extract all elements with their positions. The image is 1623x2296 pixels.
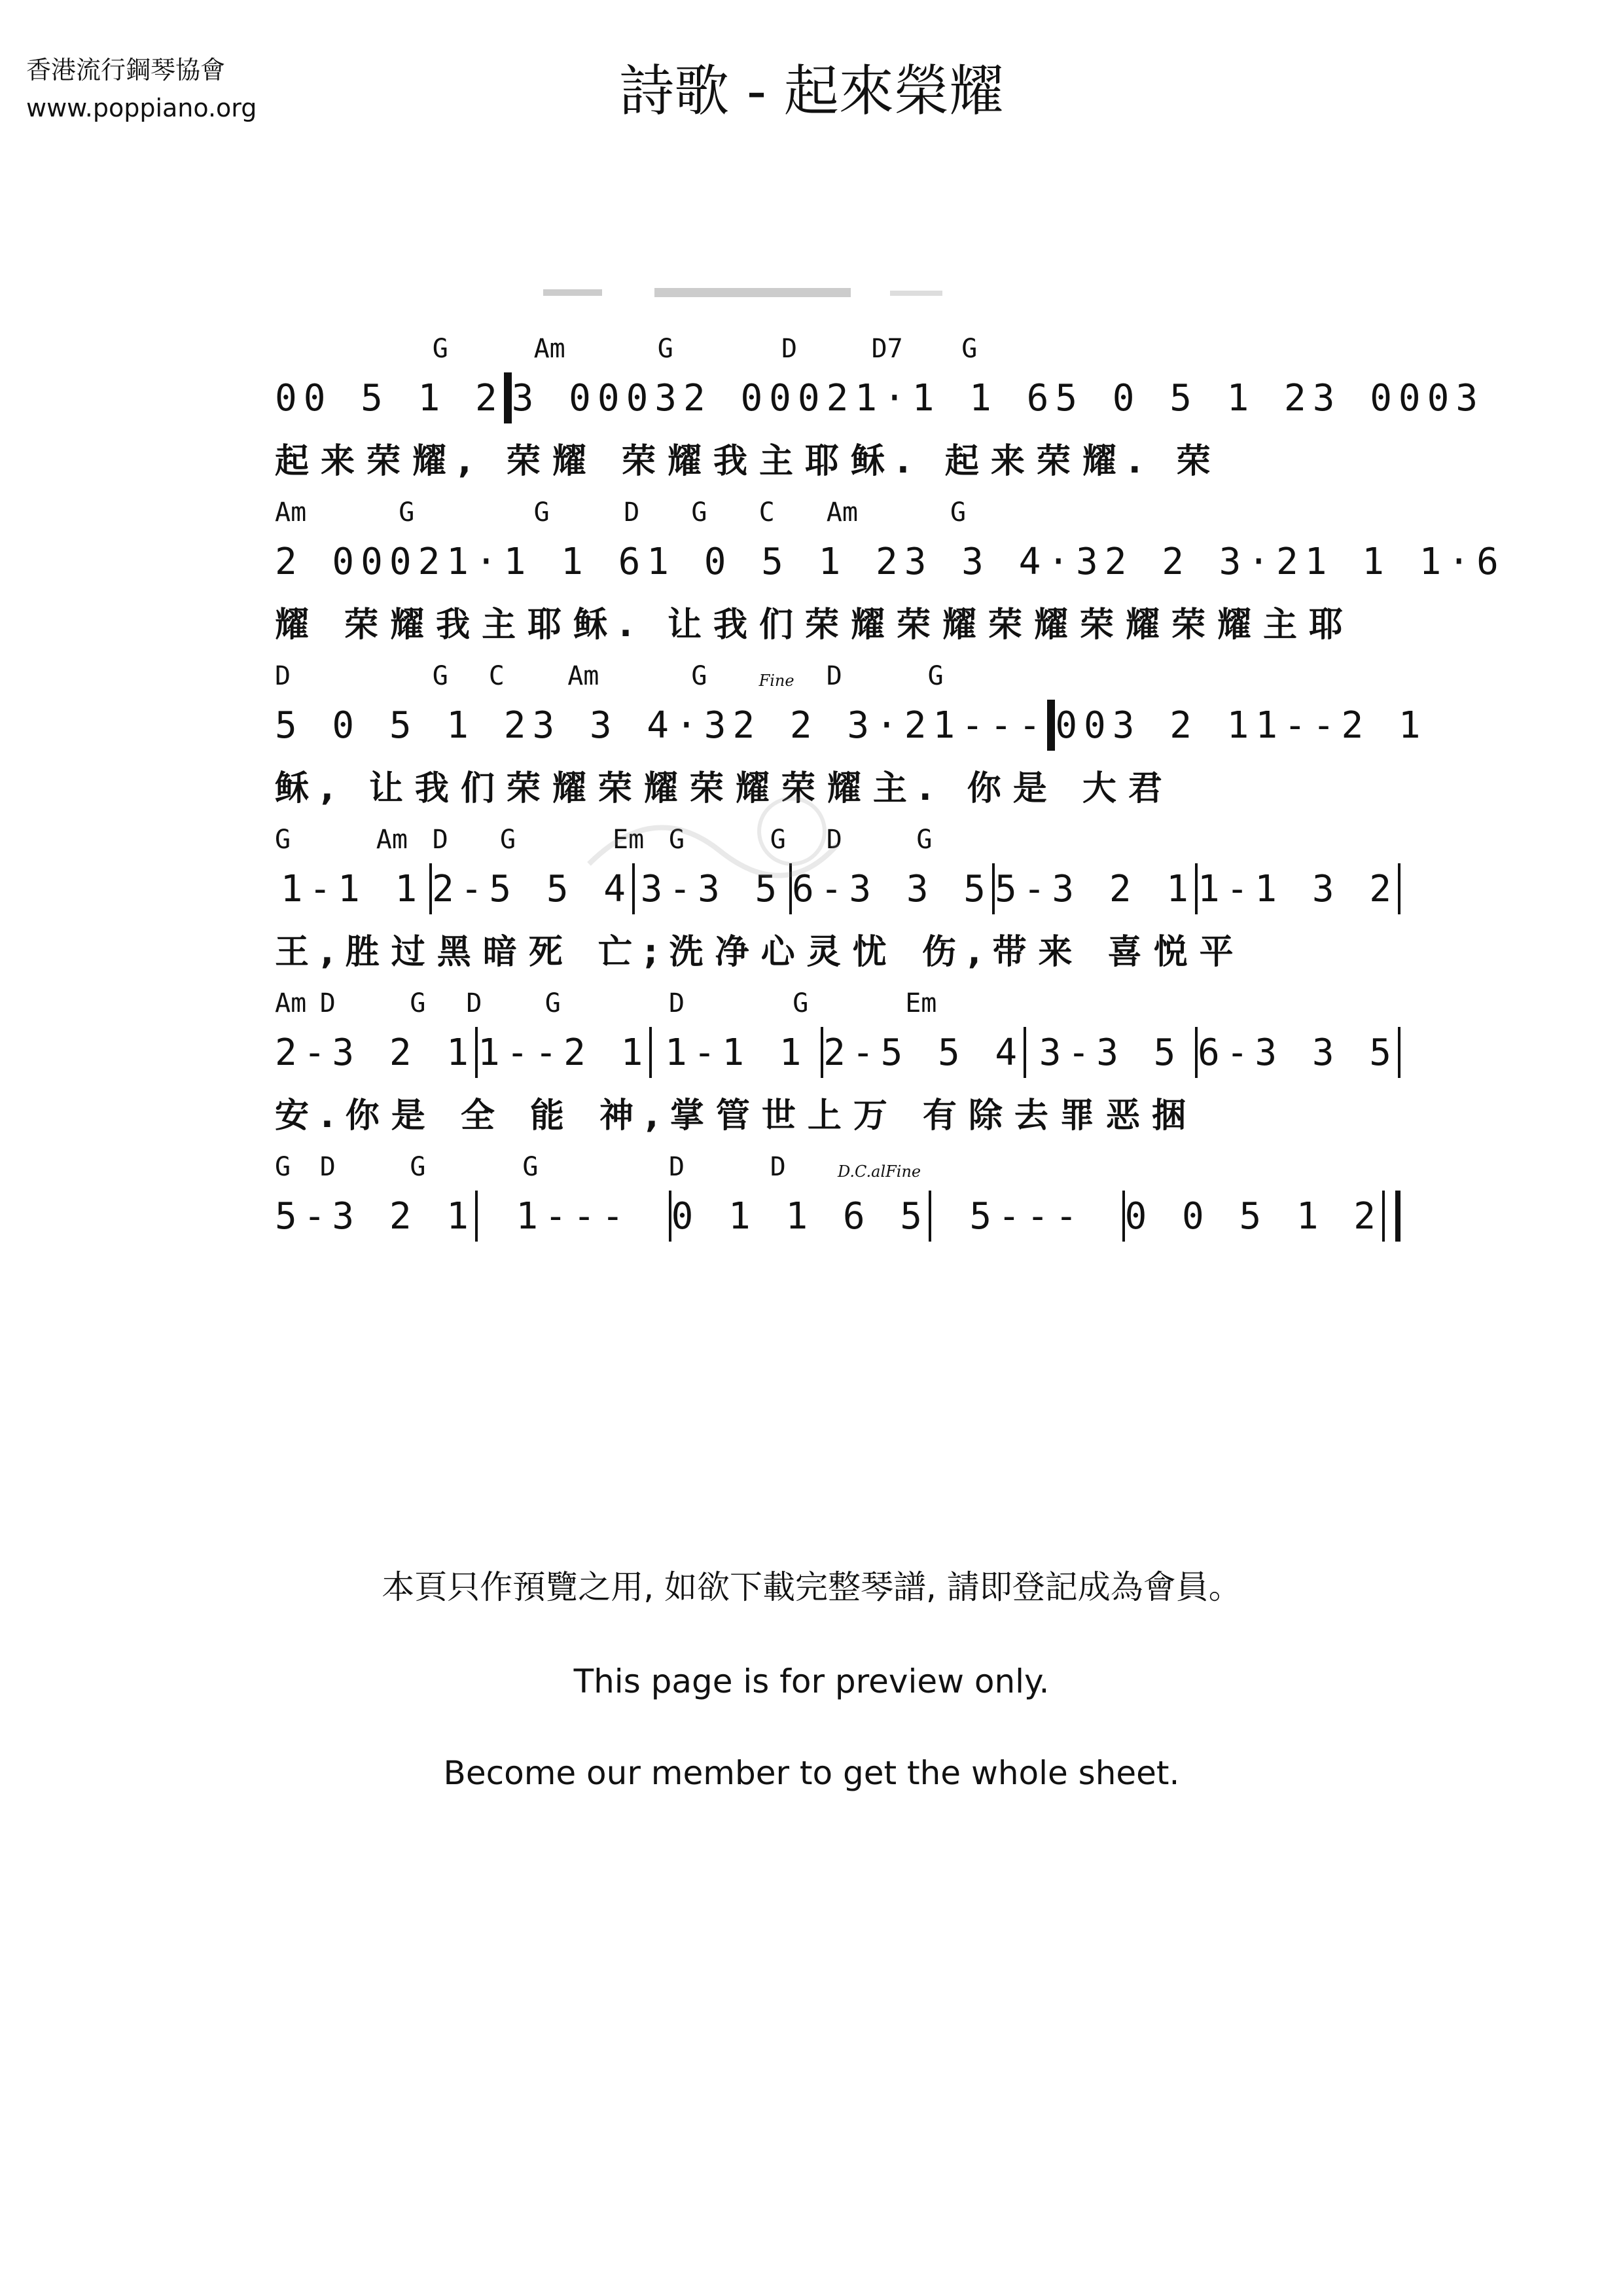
repeat-barline [1382,1191,1400,1242]
measure: 2-5 5 4 [431,867,632,910]
chord-symbol: Am [826,497,858,528]
note-line [275,1026,1400,1079]
measure: 5--- [969,1194,1084,1238]
measure: 1 1 1·6 [1304,540,1505,583]
chord-symbol: G [275,1152,291,1182]
chord-symbol: G [691,661,707,691]
note-line [275,699,1427,751]
measure: 1·1 1 6 [855,376,1056,420]
chord-symbol: G [950,497,967,528]
measure: 6-3 3 5 [1197,1031,1398,1074]
note-line [275,372,1485,424]
chord-symbol: D [624,497,640,528]
measure: 1-1 1 [664,1031,808,1074]
chord-symbol: G [432,334,448,364]
chord-symbol: D [466,988,482,1018]
scan-smudge [524,275,1113,314]
score-line [275,1152,1400,1316]
repeat-barline [1047,700,1055,751]
chord-symbol: Am [376,825,408,855]
repeat-barline [504,372,512,423]
measure: 1--- [516,1194,631,1238]
measure: 5 0 5 1 2 [275,704,533,747]
site-name: 香港流行鋼琴協會 [26,56,226,84]
chord-symbol: Am [275,497,307,528]
watermark-logo [576,785,851,890]
chord-symbol: Am [275,988,307,1018]
measure: 003 2 1 [1055,704,1256,747]
measure: 00 5 1 2 [275,376,504,420]
chord-symbol: G [669,825,685,855]
chord-symbol: G [793,988,809,1018]
measure: 1--2 1 [478,1031,650,1074]
site-url[interactable]: www.poppiano.org [26,94,257,122]
chord-symbol: D [770,1152,786,1182]
notice-chinese: 本頁只作預覽之用, 如欲下載完整琴譜, 請即登記成為會員。 [382,1568,1241,1606]
measure: 2 2 3·2 [732,704,933,747]
chord-symbol: C [488,661,505,691]
lyrics-line: 耀 荣耀我主耶稣. 让我们荣耀荣耀荣耀荣耀荣耀主耶 [275,605,1355,645]
song-title: 詩歌 - 起來榮耀 [619,59,1004,123]
notice-preview: This page is for preview only. [573,1662,1050,1700]
chord-symbol: G [657,334,673,364]
chord-symbol: G [522,1152,539,1182]
chord-symbol: D7 [871,334,903,364]
measure: 1 0 5 1 2 [647,540,904,583]
chord-symbol: D [319,1152,336,1182]
measure: 1-1 1 [280,867,424,910]
measure: 1-1 3 2 [1197,867,1398,910]
measure: 6-3 3 5 [791,867,992,910]
measure: 2-5 5 4 [823,1031,1024,1074]
chord-symbol: D [669,988,685,1018]
chord-line [275,497,1400,537]
measure: 3-3 5 [640,867,784,910]
chord-symbol: Em [905,988,937,1018]
chord-symbol: D [275,661,291,691]
chord-symbol: Am [567,661,599,691]
chord-symbol: G [544,988,561,1018]
measure: 3 3 4·3 [532,704,733,747]
measure: 0 1 1 6 5 [671,1194,929,1238]
measure: 2 0002 [683,376,855,420]
measure: 1--- [933,704,1048,747]
lyrics-line: 起来荣耀, 荣耀 荣耀我主耶稣. 起来荣耀. 荣 [275,442,1222,481]
chord-symbol: D [432,825,448,855]
chord-symbol: D [669,1152,685,1182]
chord-symbol: G [399,497,415,528]
score-line [275,334,1485,497]
chord-symbol: G [432,661,448,691]
chord-symbol: G [275,825,291,855]
navigation-mark: D.C.alFine [838,1162,921,1181]
score-line [275,497,1505,661]
measure: 2 0002 [275,540,447,583]
chord-symbol: C [758,497,775,528]
measure: 3 3 4·3 [904,540,1105,583]
chord-symbol: G [770,825,786,855]
lyrics-line: 王,胜过黑暗死 亡;洗净心灵忧 伤,带来 喜悦平 [275,933,1245,972]
barline [1398,1027,1400,1078]
chord-symbol: G [927,661,944,691]
measure: 5 0 5 1 2 [1055,376,1313,420]
measure: 2 2 3·2 [1104,540,1305,583]
chord-symbol: G [961,334,978,364]
chord-symbol: G [410,988,426,1018]
measure: 5-3 2 1 [994,867,1195,910]
note-line [275,1190,1400,1242]
chord-symbol: Am [533,334,565,364]
chord-symbol: G [533,497,550,528]
measure: 3 0003 [511,376,684,420]
chord-symbol: G [410,1152,426,1182]
measure: 1·1 1 6 [446,540,647,583]
lyrics-line: 稣, 让我们荣耀荣耀荣耀荣耀主. 你是 大君 [275,769,1174,808]
chord-line [275,334,1400,373]
chord-symbol: D [826,661,842,691]
measure: 2-3 2 1 [275,1031,476,1074]
chord-symbol: D [781,334,798,364]
chord-line [275,661,1400,700]
measure: 5-3 2 1 [275,1194,476,1238]
measure: 3-3 5 [1039,1031,1183,1074]
chord-symbol: G [691,497,707,528]
measure: 1--2 1 [1255,704,1427,747]
chord-line [275,1152,1400,1191]
chord-symbol: G [500,825,516,855]
chord-symbol: Em [613,825,645,855]
notice-membership[interactable]: Become our member to get the whole sheet. [443,1754,1180,1792]
chord-symbol: D [319,988,336,1018]
navigation-mark: Fine [758,672,794,690]
chord-symbol: D [826,825,842,855]
measure: 0 0 5 1 2 [1124,1194,1383,1238]
lyrics-line: 安.你是 全 能 神,掌管世上万 有除去罪恶捆 [275,1096,1198,1136]
measure: 3 0003 [1312,376,1485,420]
barline [1398,863,1400,914]
chord-symbol: G [916,825,933,855]
note-line [275,535,1505,588]
chord-line [275,988,1400,1028]
score-line [275,988,1400,1152]
